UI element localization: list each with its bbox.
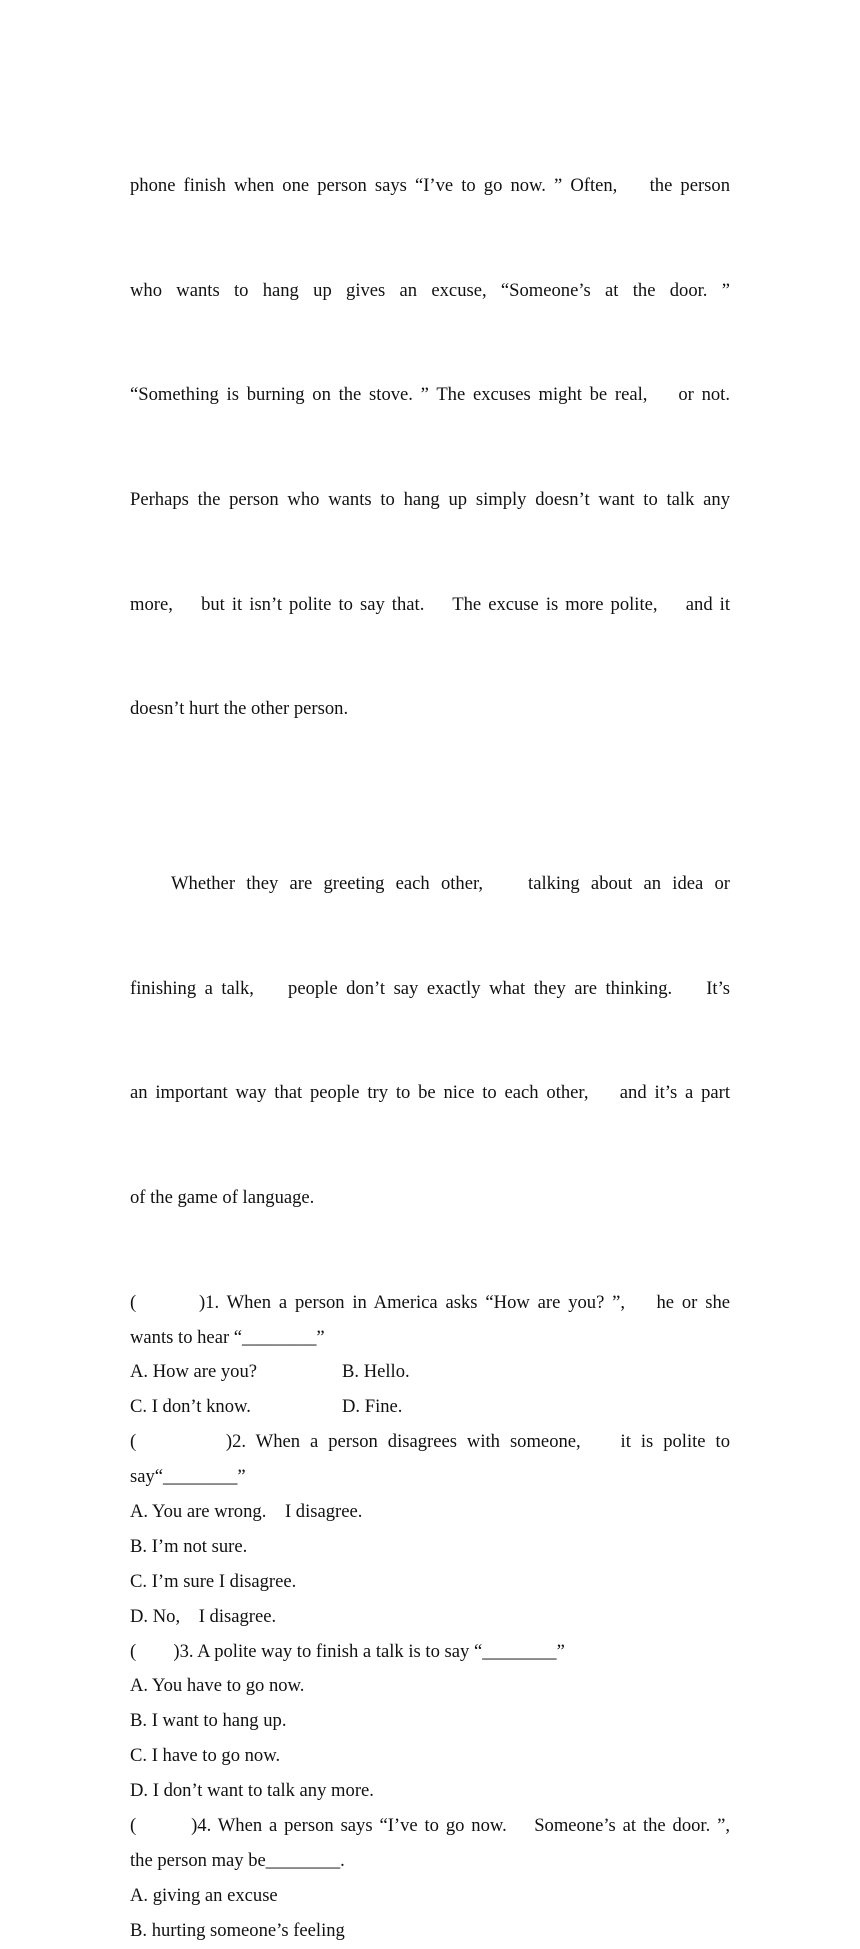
option-b[interactable]: B. I’m not sure.: [130, 1535, 248, 1557]
option-a[interactable]: A. How are you?: [130, 1361, 258, 1383]
option-d[interactable]: D. No, I disagree.: [130, 1605, 277, 1627]
passage-line: an important way that people try to be nice to each other, and it’s a part: [130, 1082, 730, 1104]
question-stem: wants to hear “________”: [130, 1326, 325, 1348]
question-2: [130, 1425, 730, 1634]
question-1: [130, 1286, 730, 1426]
passage-line: more, but it isn’t polite to say that. The excuse is more polite, and it: [130, 593, 730, 615]
passage-line: of the game of language.: [130, 1186, 315, 1208]
question-3: [130, 1635, 730, 1809]
question-stem: ( )3. A polite way to finish a talk is to say “________”: [130, 1640, 565, 1662]
option-a[interactable]: A. You are wrong. I disagree.: [130, 1501, 363, 1522]
passage-line: “Something is burning on the stove. ” The excuses might be real, or not.: [130, 384, 730, 406]
option-c[interactable]: C. I have to go now.: [130, 1745, 281, 1767]
question-4: [130, 1809, 730, 1949]
option-d[interactable]: D. I don’t want to talk any more.: [130, 1780, 374, 1802]
option-b[interactable]: B. hurting someone’s feeling: [130, 1919, 345, 1941]
options-row: [130, 1355, 730, 1390]
passage-line: who wants to hang up gives an excuse, “Someone’s at the door. ”: [130, 279, 730, 301]
passage-paragraph-2: [130, 797, 730, 1286]
passage-line: Whether they are greeting each other, talking about an idea or: [171, 872, 730, 894]
passage-line: doesn’t hurt the other person.: [130, 698, 349, 720]
option-c[interactable]: C. I’m sure I disagree.: [130, 1570, 297, 1592]
question-stem: the person may be________.: [130, 1849, 345, 1871]
question-stem: ( )2. When a person disagrees with someone, it is polite to: [130, 1431, 730, 1453]
option-b[interactable]: B. I want to hang up.: [130, 1710, 287, 1732]
option-b[interactable]: B. Hello.: [342, 1361, 410, 1383]
option-a[interactable]: A. giving an excuse: [130, 1884, 278, 1906]
passage-line: phone finish when one person says “I’ve to go now. ” Often, the person: [130, 174, 730, 196]
document-page: [130, 99, 730, 1949]
option-a[interactable]: A. You have to go now.: [130, 1675, 305, 1697]
passage-line: finishing a talk, people don’t say exactly what they are thinking. It’s: [130, 977, 730, 999]
question-stem: ( )4. When a person says “I’ve to go now. Someone’s at the door. ”,: [130, 1815, 730, 1837]
options-row: [130, 1390, 730, 1425]
question-stem: ( )1. When a person in America asks “How are you? ”, he or she: [130, 1291, 730, 1313]
passage-paragraph-1: [130, 99, 730, 797]
question-stem: say“________”: [130, 1466, 246, 1488]
option-d[interactable]: D. Fine.: [342, 1396, 403, 1418]
option-c[interactable]: C. I don’t know.: [130, 1396, 251, 1418]
passage-line: Perhaps the person who wants to hang up simply doesn’t want to talk any: [130, 488, 730, 510]
